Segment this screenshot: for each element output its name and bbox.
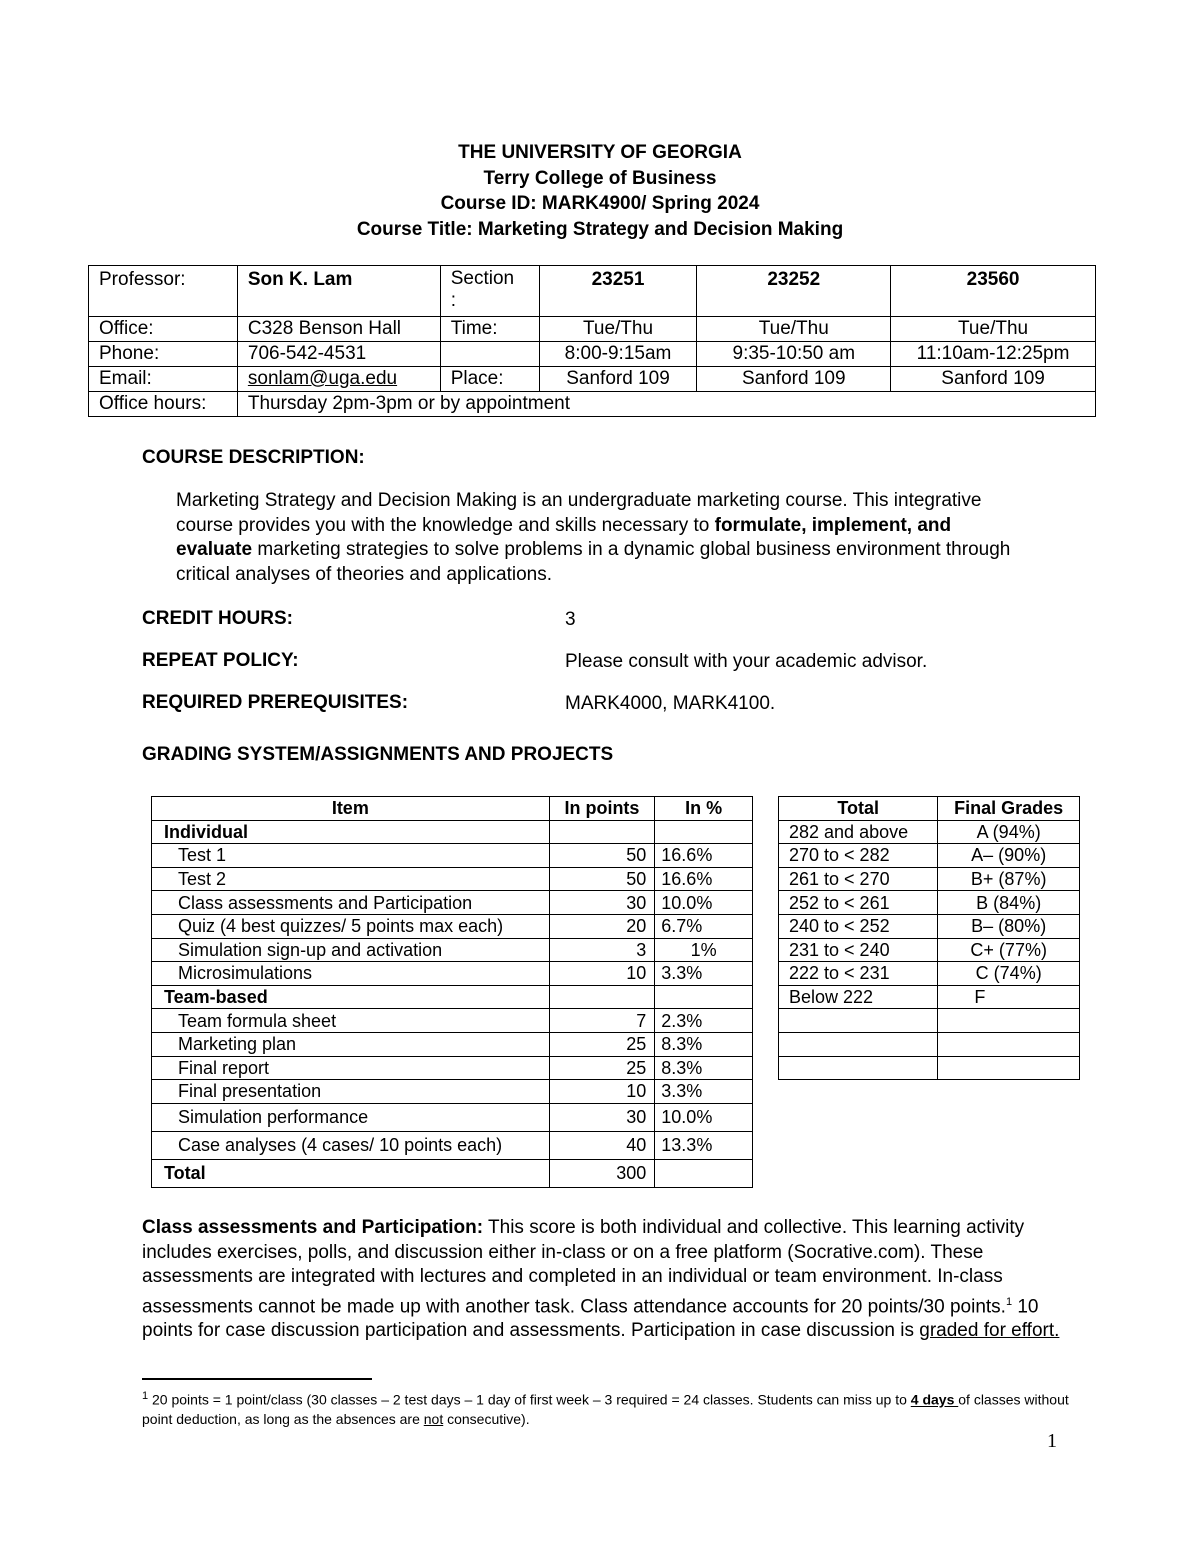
letter-grade: B (84%) <box>938 891 1080 915</box>
empty-row <box>779 1032 1080 1056</box>
table-row <box>152 1103 753 1131</box>
item-points: 50 <box>549 867 655 891</box>
college-name: Terry College of Business <box>483 167 717 189</box>
item-percent: 10.0% <box>655 891 753 915</box>
group-label: Team-based <box>152 985 550 1009</box>
table-row <box>152 1032 753 1056</box>
course-title: Course Title: Marketing Strategy and Decision Making <box>356 218 844 240</box>
item-points: 30 <box>549 891 655 915</box>
letter-grade: C+ (77%) <box>938 938 1080 962</box>
class-time: 8:00-9:15am <box>539 342 697 367</box>
column-header: Item <box>152 797 550 821</box>
column-header: In % <box>655 797 753 821</box>
empty-cell <box>655 1159 753 1187</box>
group-label: Individual <box>152 820 550 844</box>
score-range: 231 to < 240 <box>779 938 938 962</box>
table-row <box>152 938 753 962</box>
repeat-policy-value: Please consult with your academic advisor. <box>565 651 928 672</box>
empty-cell <box>440 342 539 367</box>
item-name: Test 2 <box>152 867 550 891</box>
item-name: Final report <box>152 1056 550 1080</box>
footnote-separator <box>142 1378 372 1380</box>
item-points: 25 <box>549 1056 655 1080</box>
grading-header-row <box>152 797 753 821</box>
empty-row <box>779 1009 1080 1033</box>
item-points: 25 <box>549 1032 655 1056</box>
time-label: Time: <box>440 317 539 342</box>
item-percent: 8.3% <box>655 1032 753 1056</box>
table-row <box>152 1009 753 1033</box>
grading-heading: GRADING SYSTEM/ASSIGNMENTS AND PROJECTS <box>142 744 614 765</box>
score-range: Below 222 <box>779 985 938 1009</box>
phone-value: 706-542-4531 <box>237 342 440 367</box>
column-header: In points <box>549 797 655 821</box>
letter-grade: F <box>938 985 1080 1009</box>
item-name: Marketing plan <box>152 1032 550 1056</box>
item-points: 30 <box>549 1103 655 1131</box>
professor-name: Son K. Lam <box>237 266 440 317</box>
section-number: 23251 <box>539 266 697 317</box>
item-points: 3 <box>549 938 655 962</box>
professor-label: Professor: <box>89 266 238 317</box>
participation-paragraph: Class assessments and Participation: This score is both individual and collective. This learning activity includes exercises, polls, and discussion either in-class or on a free platform (Socrative.com). These assessments are integrated with lectures and completed in an individual or team environment. In-class assessments cannot be made up with another task. Class attendance accounts for 20 points/30 points.$^1$ 10 points for case discussion participation and assessments. Participation in case discussion is graded for effort. <box>142 1217 1060 1342</box>
item-percent: 16.6% <box>655 867 753 891</box>
table-row <box>779 914 1080 938</box>
table-row <box>152 914 753 938</box>
credit-hours-label: CREDIT HOURS: <box>142 608 293 629</box>
group-row <box>152 985 753 1009</box>
email-label: Email: <box>89 367 238 392</box>
footnote-reference: 1 <box>1005 1295 1013 1308</box>
empty-row <box>779 1056 1080 1080</box>
letter-grade: C (74%) <box>938 962 1080 986</box>
prerequisites-value: MARK4000, MARK4100. <box>565 693 776 714</box>
info-row-professor <box>89 266 1096 317</box>
item-points: 10 <box>549 1080 655 1104</box>
class-place: Sanford 109 <box>697 367 891 392</box>
grading-table <box>151 796 753 1188</box>
info-row-email <box>89 367 1096 392</box>
prerequisites-label: REQUIRED PREREQUISITES: <box>142 692 409 713</box>
item-points: 7 <box>549 1009 655 1033</box>
score-range: 240 to < 252 <box>779 914 938 938</box>
total-label: Total <box>152 1159 550 1187</box>
final-grades-header-row <box>779 797 1080 821</box>
letter-grade: B– (80%) <box>938 914 1080 938</box>
participation-label: Class assessments and Participation: <box>142 1217 484 1238</box>
item-points: 50 <box>549 844 655 868</box>
class-days: Tue/Thu <box>697 317 891 342</box>
office-hours-value: Thursday 2pm-3pm or by appointment <box>237 392 1095 417</box>
info-row-office <box>89 317 1096 342</box>
total-points: 300 <box>549 1159 655 1187</box>
table-row <box>779 844 1080 868</box>
section-number: 23252 <box>697 266 891 317</box>
email-link[interactable]: sonlam@uga.edu <box>237 367 440 392</box>
table-row <box>779 938 1080 962</box>
table-row <box>779 962 1080 986</box>
item-percent: 8.3% <box>655 1056 753 1080</box>
office-hours-label: Office hours: <box>89 392 238 417</box>
column-header: Total <box>779 797 938 821</box>
item-name: Microsimulations <box>152 962 550 986</box>
class-time: 11:10am-12:25pm <box>891 342 1096 367</box>
item-name: Final presentation <box>152 1080 550 1104</box>
section-label: Section : <box>440 266 539 317</box>
place-label: Place: <box>440 367 539 392</box>
score-range: 282 and above <box>779 820 938 844</box>
score-range: 252 to < 261 <box>779 891 938 915</box>
document-header <box>0 140 1200 242</box>
table-row <box>152 1080 753 1104</box>
table-row <box>152 1056 753 1080</box>
item-points: 10 <box>549 962 655 986</box>
footnote: $^1$ 20 points = 1 point/class (30 classes – 2 test days – 1 day of first week – 3 required = 24 classes. Students can miss up to 4 days of classes without point deduction, as long as the absences are not consecutive). <box>142 1390 1069 1427</box>
column-header: Final Grades <box>938 797 1080 821</box>
repeat-policy-label: REPEAT POLICY: <box>142 650 299 671</box>
total-row <box>152 1159 753 1187</box>
credit-hours-value: 3 <box>565 609 576 630</box>
course-description-text: Marketing Strategy and Decision Making is an undergraduate marketing course. This integrative course provides you with the knowledge and skills necessary to formulate, implement, and evaluate marketing strategies to solve problems in a dynamic global business environment through critical analyses of theories and applications. <box>176 490 1011 585</box>
final-grades-table <box>778 796 1080 1080</box>
university-name: THE UNIVERSITY OF GEORGIA <box>458 142 742 163</box>
item-percent: 6.7% <box>655 914 753 938</box>
table-row <box>779 820 1080 844</box>
info-row-office-hours <box>89 392 1096 417</box>
course-description-heading: COURSE DESCRIPTION: <box>142 447 365 468</box>
office-value: C328 Benson Hall <box>237 317 440 342</box>
class-place: Sanford 109 <box>539 367 697 392</box>
item-percent: 1% <box>655 938 753 962</box>
item-percent: 10.0% <box>655 1103 753 1131</box>
score-range: 270 to < 282 <box>779 844 938 868</box>
item-name: Simulation performance <box>152 1103 550 1131</box>
class-days: Tue/Thu <box>539 317 697 342</box>
section-number: 23560 <box>891 266 1096 317</box>
table-row <box>779 867 1080 891</box>
item-points: 20 <box>549 914 655 938</box>
table-row <box>152 891 753 915</box>
table-row <box>779 985 1080 1009</box>
item-name: Quiz (4 best quizzes/ 5 points max each) <box>152 914 550 938</box>
course-info-table <box>88 265 1096 417</box>
item-name: Class assessments and Participation <box>152 891 550 915</box>
item-percent: 13.3% <box>655 1131 753 1159</box>
item-percent: 2.3% <box>655 1009 753 1033</box>
item-name: Test 1 <box>152 844 550 868</box>
item-percent: 3.3% <box>655 1080 753 1104</box>
letter-grade: A– (90%) <box>938 844 1080 868</box>
table-row <box>152 867 753 891</box>
class-days: Tue/Thu <box>891 317 1096 342</box>
item-points: 40 <box>549 1131 655 1159</box>
item-percent: 16.6% <box>655 844 753 868</box>
footnote-marker: 1 <box>142 1390 149 1402</box>
table-row <box>152 844 753 868</box>
item-name: Team formula sheet <box>152 1009 550 1033</box>
score-range: 261 to < 270 <box>779 867 938 891</box>
page-number: 1 <box>1047 1430 1057 1452</box>
class-time: 9:35-10:50 am <box>697 342 891 367</box>
letter-grade: B+ (87%) <box>938 867 1080 891</box>
phone-label: Phone: <box>89 342 238 367</box>
score-range: 222 to < 231 <box>779 962 938 986</box>
group-row <box>152 820 753 844</box>
item-name: Case analyses (4 cases/ 10 points each) <box>152 1131 550 1159</box>
table-row <box>779 891 1080 915</box>
table-row <box>152 962 753 986</box>
office-label: Office: <box>89 317 238 342</box>
class-place: Sanford 109 <box>891 367 1096 392</box>
item-percent: 3.3% <box>655 962 753 986</box>
item-name: Simulation sign-up and activation <box>152 938 550 962</box>
letter-grade: A (94%) <box>938 820 1080 844</box>
info-row-phone <box>89 342 1096 367</box>
course-id: Course ID: MARK4900/ Spring 2024 <box>440 193 760 214</box>
table-row <box>152 1131 753 1159</box>
